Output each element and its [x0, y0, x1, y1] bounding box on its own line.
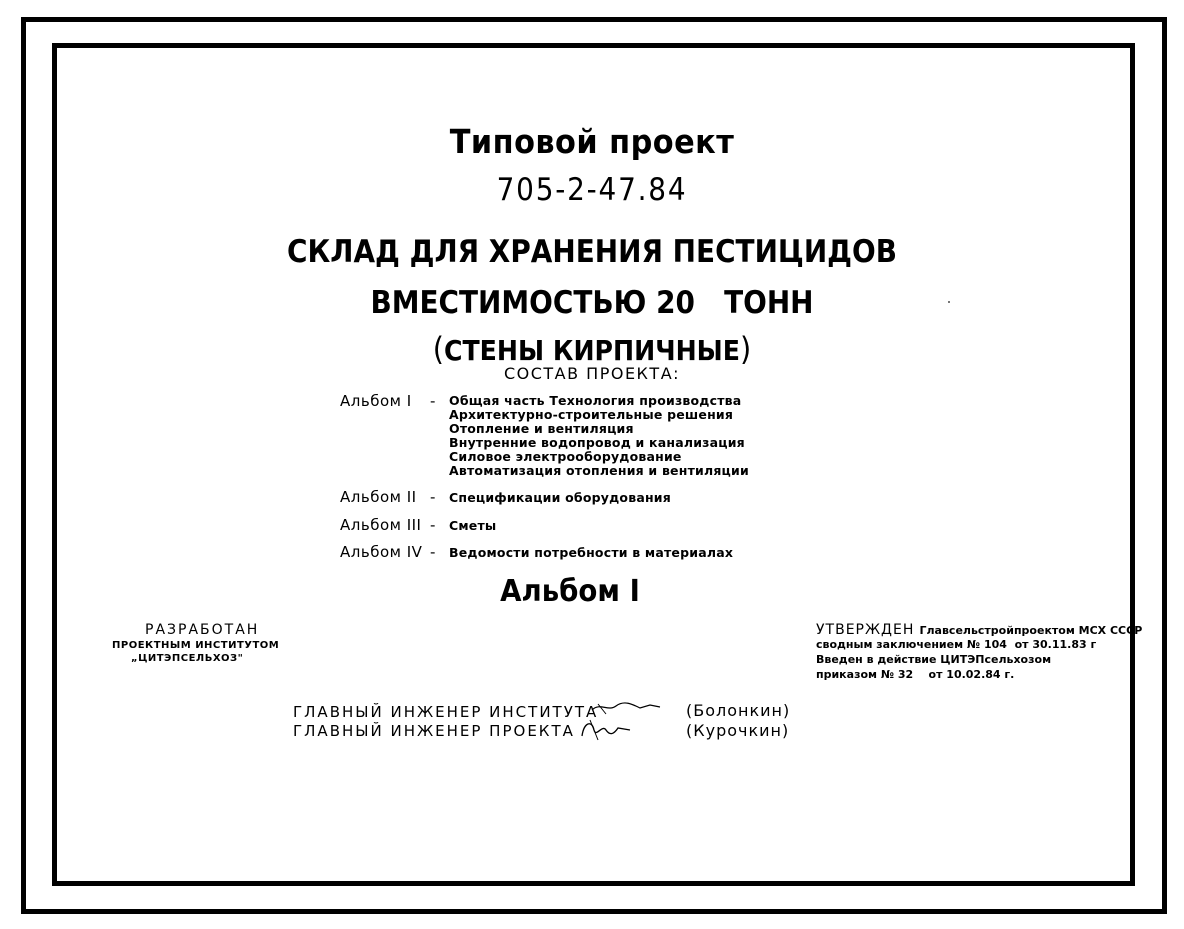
- album-1-item: Силовое электрооборудование: [449, 449, 682, 464]
- album-1-label: Альбом I: [340, 392, 412, 410]
- album-2-label: Альбом II: [340, 488, 417, 506]
- engineer-1-role: ГЛАВНЫЙ ИНЖЕНЕР ИНСТИТУТА: [293, 703, 599, 721]
- album-4-label: Альбом IV: [340, 543, 423, 561]
- album-3-sep: -: [430, 516, 436, 534]
- signature-1-icon: [588, 698, 668, 718]
- album-1-item: Архитектурно-строительные решения: [449, 407, 734, 422]
- approval-line-1: [816, 619, 1142, 638]
- album-title: Альбом I: [500, 574, 640, 609]
- album-1-item: Автоматизация отопления и вентиляции: [449, 463, 749, 478]
- approval-heading: УТВЕРЖДЕН: [816, 622, 915, 638]
- album-4-item: Ведомости потребности в материалах: [449, 545, 734, 560]
- walls-open-paren: (: [432, 330, 444, 368]
- walls-note: [59, 330, 1125, 368]
- engineer-2-role: ГЛАВНЫЙ ИНЖЕНЕР ПРОЕКТА: [293, 722, 575, 740]
- album-1-items: [449, 394, 749, 478]
- album-1-item: Общая часть Технология производства: [449, 393, 742, 408]
- walls-close-paren: ): [739, 330, 752, 368]
- title-heading: Типовой проект: [449, 122, 735, 161]
- approval-line-4: приказом № 32 от 10.02.84 г.: [816, 668, 1015, 681]
- approval-line-2: сводным заключением № 104 от 30.11.83 г: [816, 638, 1097, 651]
- approval-by: Главсельстройпроектом МСХ СССР: [919, 624, 1143, 637]
- approval-line-3: Введен в действие ЦИТЭПсельхозом: [816, 653, 1052, 666]
- engineer-2-name: (Курочкин): [686, 721, 790, 740]
- signature-2-icon: [576, 716, 636, 742]
- developer-line-2: „ЦИТЭПСЕЛЬХОЗ": [131, 653, 244, 664]
- speck-mark: [948, 301, 950, 303]
- album-1-sep: -: [430, 392, 436, 410]
- project-code: 705-2-47.84: [496, 172, 688, 208]
- album-2-sep: -: [430, 488, 436, 506]
- album-3-item: Сметы: [449, 518, 497, 533]
- developer-line-1: ПРОЕКТНЫМ ИНСТИТУТОМ: [112, 640, 280, 651]
- album-1-item: Отопление и вентиляция: [449, 421, 634, 436]
- developer-heading: РАЗРАБОТАН: [145, 622, 260, 638]
- project-name-line-2: ВМЕСТИМОСТЬЮ 20 ТОНН: [370, 285, 814, 321]
- album-1-item: Внутренние водопровод и канализация: [449, 435, 745, 450]
- album-3-label: Альбом III: [340, 516, 422, 534]
- project-name-line-1: СКЛАД ДЛЯ ХРАНЕНИЯ ПЕСТИЦИДОВ: [286, 234, 898, 270]
- engineer-1-name: (Болонкин): [686, 701, 791, 720]
- composition-heading: СОСТАВ ПРОЕКТА:: [503, 364, 681, 383]
- album-4-sep: -: [430, 543, 436, 561]
- walls-text: СТЕНЫ КИРПИЧНЫЕ: [443, 334, 740, 367]
- album-2-item: Спецификации оборудования: [449, 490, 671, 505]
